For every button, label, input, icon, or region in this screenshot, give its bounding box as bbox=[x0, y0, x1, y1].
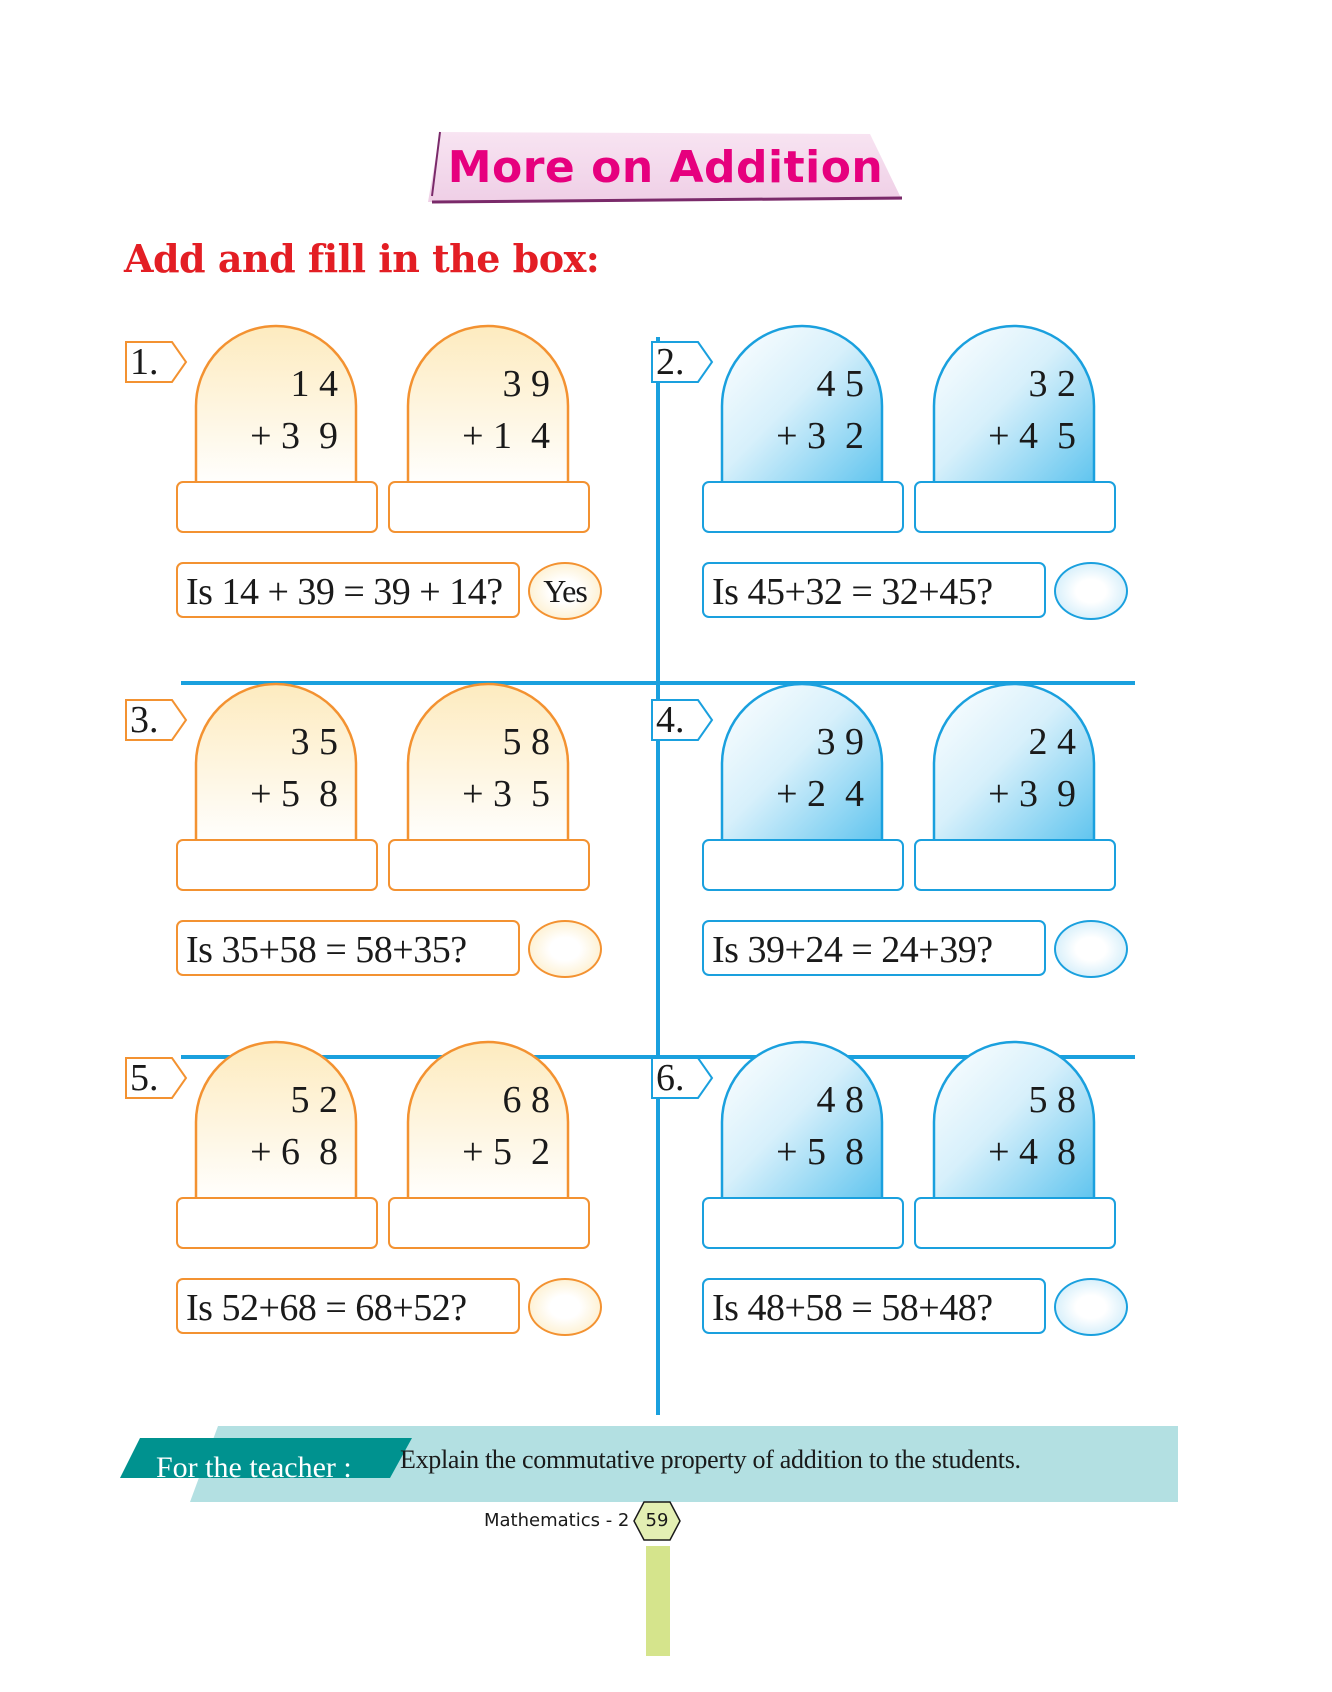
addition-dome-left bbox=[716, 322, 888, 492]
yes-no-answer-oval[interactable] bbox=[1054, 1278, 1128, 1336]
problem-6 bbox=[650, 1038, 1210, 1343]
comparison-question: Is 45+32 = 32+45? bbox=[702, 562, 1046, 618]
problem-number: 4. bbox=[656, 699, 685, 741]
addition-dome-right bbox=[928, 680, 1100, 850]
page-number: 59 bbox=[645, 1510, 669, 1531]
problem-number-tag bbox=[124, 1056, 188, 1100]
answer-box-left[interactable] bbox=[702, 839, 904, 891]
problem-number: 1. bbox=[130, 341, 159, 383]
comparison-question: Is 14 + 39 = 39 + 14? bbox=[176, 562, 520, 618]
addend-bottom: + 6 8 bbox=[250, 1131, 338, 1173]
yes-no-answer-oval[interactable] bbox=[528, 1278, 602, 1336]
addend-top: 2 4 bbox=[1028, 721, 1076, 763]
addend-bottom: + 5 2 bbox=[462, 1131, 550, 1173]
yes-no-answer-oval[interactable] bbox=[1054, 920, 1128, 978]
answer-box-left[interactable] bbox=[176, 1197, 378, 1249]
teacher-note: Explain the commutative property of addition to the students. bbox=[400, 1445, 1021, 1474]
addend-bottom: + 3 2 bbox=[776, 415, 864, 457]
addition-dome-right bbox=[402, 1038, 574, 1208]
problem-number-tag bbox=[650, 698, 714, 742]
problem-number: 2. bbox=[656, 341, 685, 383]
answer-box-right[interactable] bbox=[388, 1197, 590, 1249]
problem-4 bbox=[650, 680, 1210, 985]
addition-dome-right bbox=[402, 680, 574, 850]
addend-bottom: + 4 8 bbox=[988, 1131, 1076, 1173]
answer-box-left[interactable] bbox=[702, 1197, 904, 1249]
yes-no-answer-oval[interactable]: Yes bbox=[528, 562, 602, 620]
addend-top: 5 8 bbox=[502, 721, 550, 763]
problem-3 bbox=[124, 680, 684, 985]
answer-box-left[interactable] bbox=[176, 481, 378, 533]
addition-dome-left bbox=[190, 1038, 362, 1208]
addition-dome-left bbox=[716, 1038, 888, 1208]
addend-bottom: + 2 4 bbox=[776, 773, 864, 815]
problem-number-tag bbox=[650, 1056, 714, 1100]
addend-bottom: + 3 9 bbox=[988, 773, 1076, 815]
problem-1 bbox=[124, 322, 684, 627]
addend-bottom: + 3 9 bbox=[250, 415, 338, 457]
answer-box-right[interactable] bbox=[388, 481, 590, 533]
addend-top: 3 2 bbox=[1028, 363, 1076, 405]
answer-box-left[interactable] bbox=[176, 839, 378, 891]
addend-top: 3 5 bbox=[290, 721, 338, 763]
addition-dome-left bbox=[716, 680, 888, 850]
problem-5 bbox=[124, 1038, 684, 1343]
addend-top: 6 8 bbox=[502, 1079, 550, 1121]
addend-bottom: + 5 8 bbox=[776, 1131, 864, 1173]
addend-bottom: + 4 5 bbox=[988, 415, 1076, 457]
instruction-heading: Add and fill in the box: bbox=[124, 236, 600, 281]
answer-box-right[interactable] bbox=[388, 839, 590, 891]
problem-number: 3. bbox=[130, 699, 159, 741]
addend-bottom: + 1 4 bbox=[462, 415, 550, 457]
addition-dome-right bbox=[928, 322, 1100, 492]
yes-no-answer-oval[interactable] bbox=[1054, 562, 1128, 620]
answer-box-left[interactable] bbox=[702, 481, 904, 533]
addition-dome-left bbox=[190, 680, 362, 850]
addition-dome-right bbox=[402, 322, 574, 492]
page-title: More on Addition bbox=[447, 142, 884, 193]
addend-top: 4 8 bbox=[816, 1079, 864, 1121]
comparison-question: Is 35+58 = 58+35? bbox=[176, 920, 520, 976]
answer-box-right[interactable] bbox=[914, 1197, 1116, 1249]
problem-number-tag bbox=[650, 340, 714, 384]
addend-top: 5 8 bbox=[1028, 1079, 1076, 1121]
problem-number-tag bbox=[124, 698, 188, 742]
yes-no-answer-oval[interactable] bbox=[528, 920, 602, 978]
answer-box-right[interactable] bbox=[914, 481, 1116, 533]
addition-dome-left bbox=[190, 322, 362, 492]
addend-top: 5 2 bbox=[290, 1079, 338, 1121]
footer-bar bbox=[646, 1546, 670, 1656]
comparison-question: Is 52+68 = 68+52? bbox=[176, 1278, 520, 1334]
addend-top: 3 9 bbox=[816, 721, 864, 763]
addend-top: 4 5 bbox=[816, 363, 864, 405]
comparison-question: Is 48+58 = 58+48? bbox=[702, 1278, 1046, 1334]
problem-2 bbox=[650, 322, 1210, 627]
footer-book-title: Mathematics - 2 bbox=[484, 1510, 630, 1531]
addend-bottom: + 3 5 bbox=[462, 773, 550, 815]
answer-box-right[interactable] bbox=[914, 839, 1116, 891]
comparison-question: Is 39+24 = 24+39? bbox=[702, 920, 1046, 976]
problem-number: 5. bbox=[130, 1057, 159, 1099]
teacher-label: For the teacher : bbox=[156, 1451, 352, 1484]
addend-top: 3 9 bbox=[502, 363, 550, 405]
problem-number-tag bbox=[124, 340, 188, 384]
addend-top: 1 4 bbox=[290, 363, 338, 405]
problem-number: 6. bbox=[656, 1057, 685, 1099]
addition-dome-right bbox=[928, 1038, 1100, 1208]
addend-bottom: + 5 8 bbox=[250, 773, 338, 815]
